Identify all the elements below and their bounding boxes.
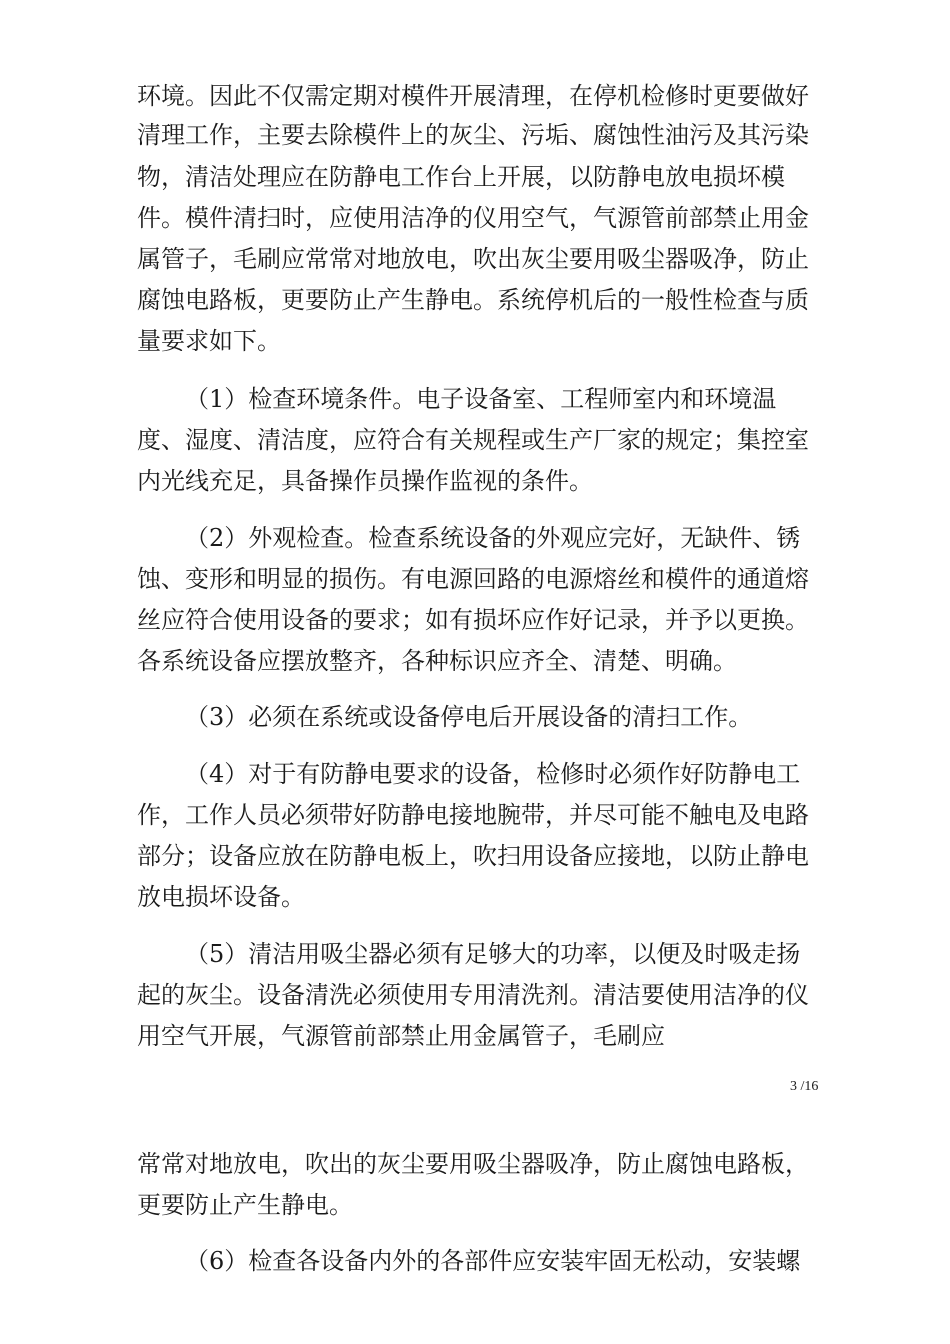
text-line-content: 丝应符合使用设备的要求；如有损坏应作好记录，并予以更换。: [137, 606, 809, 634]
text-line: [0, 198, 950, 238]
text-line-content: 用空气开展，气源管前部禁止用金属管子，毛刷应: [137, 1022, 665, 1050]
text-line: [0, 795, 950, 835]
text-line-content: 属管子，毛刷应常常对地放电，吹出灰尘要用吸尘器吸净，防止: [137, 245, 809, 273]
text-line-content: 常常对地放电，吹出的灰尘要用吸尘器吸净，防止腐蚀电路板，: [137, 1150, 809, 1178]
text-line: [0, 934, 950, 974]
text-line: [0, 836, 950, 876]
text-line-content: 清理工作，主要去除模件上的灰尘、污垢、腐蚀性油污及其污染: [137, 121, 809, 149]
text-line-content: 起的灰尘。设备清洗必须使用专用清洗剂。清洁要使用洁净的仪: [137, 981, 809, 1009]
text-line-content: （4）对于有防静电要求的设备，检修时必须作好防静电工: [185, 760, 801, 788]
text-line: [0, 239, 950, 279]
text-line: [0, 518, 950, 558]
text-line-content: 环境。因此不仅需定期对模件开展清理，在停机检修时更要做好: [137, 82, 809, 110]
text-line-content: （5）清洁用吸尘器必须有足够大的功率，以便及时吸走扬: [185, 940, 801, 968]
text-line: [0, 754, 950, 794]
text-line-content: （3）必须在系统或设备停电后开展设备的清扫工作。: [185, 703, 753, 731]
text-line-content: 蚀、变形和明显的损伤。有电源回路的电源熔丝和模件的通道熔: [137, 565, 809, 593]
text-line: [0, 461, 950, 501]
text-line-content: 更要防止产生静电。: [137, 1191, 353, 1219]
text-line-content: 件。模件清扫时，应使用洁净的仪用空气，气源管前部禁止用金: [137, 204, 809, 232]
text-line: [0, 975, 950, 1015]
text-line: [0, 115, 950, 155]
text-line: [0, 1144, 950, 1184]
text-line-content: 内光线充足，具备操作员操作监视的条件。: [137, 467, 593, 495]
text-line-content: 度、湿度、清洁度，应符合有关规程或生产厂家的规定；集控室: [137, 426, 809, 454]
text-line: [0, 641, 950, 681]
text-line: [0, 600, 950, 640]
text-line: [0, 76, 950, 116]
text-line-content: 各系统设备应摆放整齐，各种标识应齐全、清楚、明确。: [137, 647, 737, 675]
text-line-content: （1）检查环境条件。电子设备室、工程师室内和环境温: [185, 385, 777, 413]
text-line-content: 作，工作人员必须带好防静电接地腕带，并尽可能不触电及电路: [137, 801, 809, 829]
text-line-content: 腐蚀电路板，更要防止产生静电。系统停机后的一般性检查与质: [137, 286, 809, 314]
text-line: [0, 420, 950, 460]
text-line: [0, 280, 950, 320]
text-line-content: （6）检查各设备内外的各部件应安装牢固无松动，安装螺: [185, 1247, 801, 1275]
text-line: [0, 697, 950, 737]
text-line: [0, 877, 950, 917]
page-number: 3 /16: [790, 1079, 819, 1094]
text-line: [0, 379, 950, 419]
text-line-content: 部分；设备应放在防静电板上，吹扫用设备应接地，以防止静电: [137, 842, 809, 870]
text-line: [0, 1016, 950, 1056]
text-line-content: 量要求如下。: [137, 327, 281, 355]
page-footer: [0, 1077, 950, 1097]
text-line-content: 物，清洁处理应在防静电工作台上开展，以防静电放电损坏模: [137, 163, 785, 191]
text-line: [0, 321, 950, 361]
text-line: [0, 1241, 950, 1281]
text-line: [0, 1185, 950, 1225]
text-line: [0, 157, 950, 197]
text-line-content: 放电损坏设备。: [137, 883, 305, 911]
text-line-content: （2）外观检查。检查系统设备的外观应完好，无缺件、锈: [185, 524, 801, 552]
text-line: [0, 559, 950, 599]
